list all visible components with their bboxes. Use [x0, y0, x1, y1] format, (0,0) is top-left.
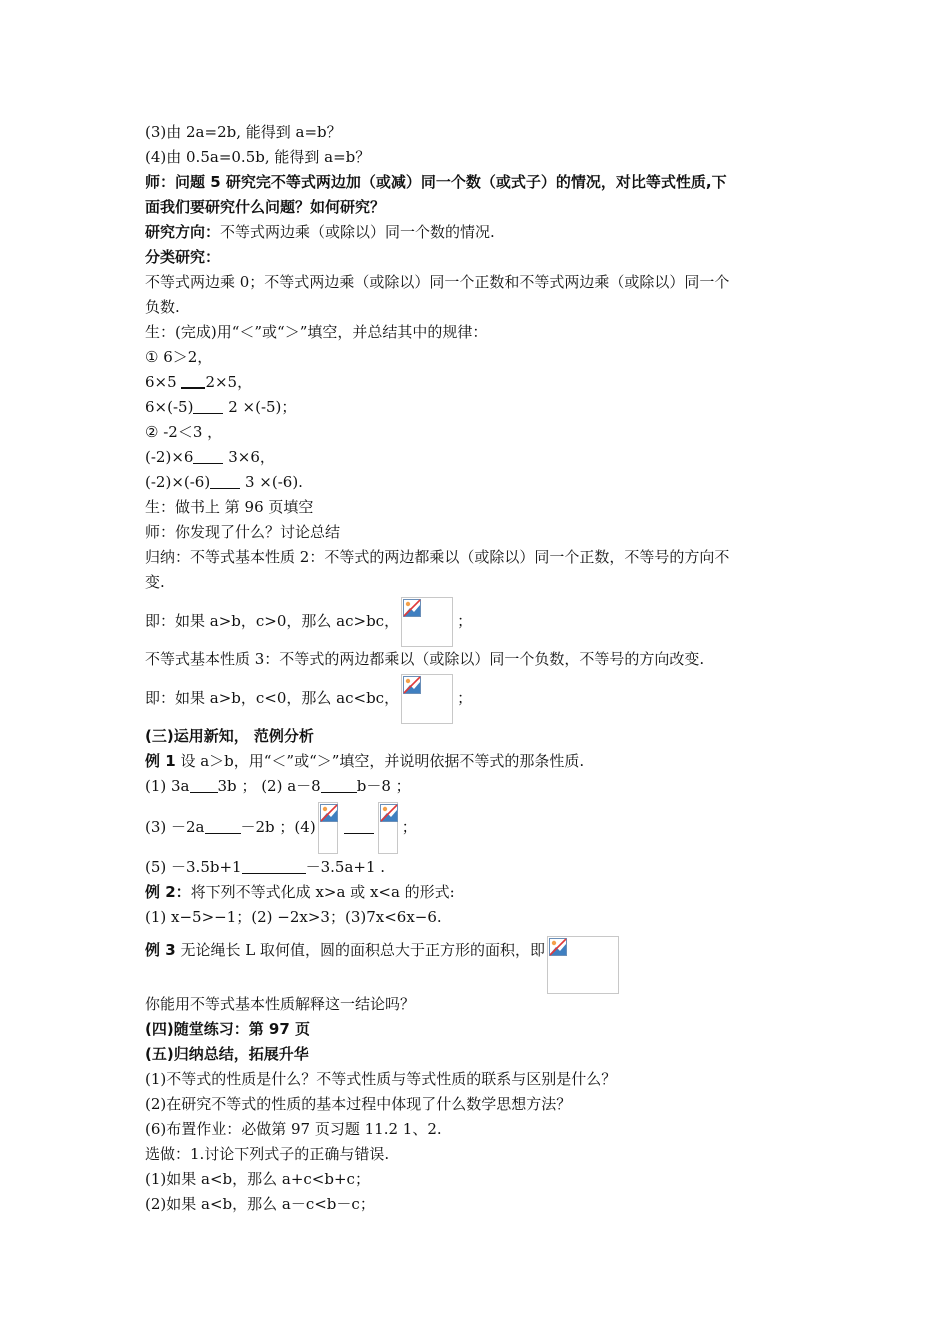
line-text: 面我们要研究什么问题？如何研究？	[145, 198, 386, 216]
text-line	[145, 195, 805, 220]
text-line	[145, 1117, 805, 1142]
text-line	[145, 1192, 805, 1217]
line-text: 3b	[217, 777, 237, 795]
answer-blank	[181, 371, 205, 389]
answer-blank	[321, 776, 357, 793]
text-line	[145, 495, 805, 520]
answer-blank	[242, 857, 306, 874]
text-line	[145, 595, 805, 647]
text-line	[145, 647, 805, 672]
text-line	[145, 774, 805, 799]
line-text: －2b ；(4)	[240, 818, 316, 836]
text-line	[145, 930, 805, 992]
line-text: ；	[457, 612, 473, 630]
line-text: 不等式两边乘（或除以）同一个数的情况.	[220, 223, 495, 241]
line-text: 生：做书上 第 96 页填空	[145, 498, 314, 516]
text-line	[145, 749, 805, 774]
text-line	[145, 1067, 805, 1092]
answer-blank	[193, 397, 223, 414]
line-text: 归纳：不等式基本性质 2：不等式的两边都乘以（或除以）同一个正数，不等号的方向不	[145, 548, 730, 566]
line-text: 6×5	[145, 373, 182, 391]
heading-text: 分类研究：	[145, 248, 221, 266]
text-line	[145, 1017, 805, 1042]
answer-blank	[193, 447, 223, 464]
broken-image-icon	[403, 599, 421, 617]
line-text: 即：如果 a>b，c>0，那么 ac>bc，	[145, 612, 400, 630]
text-line	[145, 672, 805, 724]
formula-image	[401, 674, 453, 724]
line-text: 3 ×(-6).	[240, 473, 303, 491]
line-text: (3) －2a	[145, 818, 205, 836]
line-text: (3)由 2a=2b, 能得到 a=b？	[145, 123, 342, 141]
text-line	[145, 170, 805, 195]
line-text: (1) x−5>−1；(2) −2x>3；(3)7x<6x−6.	[145, 908, 442, 926]
text-line	[145, 1142, 805, 1167]
line-text: 你能用不等式基本性质解释这一结论吗？	[145, 995, 416, 1013]
line-text: 负数.	[145, 298, 180, 316]
text-line	[145, 880, 805, 905]
text-line	[145, 545, 805, 570]
text-line	[145, 295, 805, 320]
broken-image-icon	[380, 804, 398, 822]
text-line	[145, 570, 805, 595]
text-line	[145, 992, 805, 1017]
formula-image	[547, 936, 619, 994]
line-text: ；	[457, 689, 473, 707]
broken-image-icon	[403, 676, 421, 694]
line-text: 不等式两边乘 0；不等式两边乘（或除以）同一个正数和不等式两边乘（或除以）同一个	[145, 273, 730, 291]
broken-image-icon	[549, 938, 567, 956]
line-text: 3×6，	[223, 448, 275, 466]
line-text: (5) －3.5b+1	[145, 858, 242, 876]
line-text: b－8 ；	[356, 777, 411, 795]
heading-text: 例 3	[145, 941, 176, 959]
heading-text: (四)随堂练习：第 97 页	[145, 1020, 311, 1038]
formula-image	[401, 597, 453, 647]
text-line	[145, 370, 805, 395]
heading-text: 例 1	[145, 752, 176, 770]
text-line	[145, 1167, 805, 1192]
text-line	[145, 855, 805, 880]
line-text: ； (2) a－8	[236, 777, 321, 795]
text-line	[145, 799, 805, 855]
text-line	[145, 220, 805, 245]
text-line	[145, 1092, 805, 1117]
answer-blank	[344, 817, 374, 834]
text-line	[145, 270, 805, 295]
line-text: 将下列不等式化成 x>a 或 x<a 的形式:	[190, 883, 455, 901]
text-line	[145, 345, 805, 370]
answer-blank	[190, 776, 218, 793]
line-text: 无论绳长 L 取何值，圆的面积总大于正方形的面积，即	[175, 941, 545, 959]
line-text: (1)如果 a<b，那么 a+c<b+c；	[145, 1170, 370, 1188]
line-text: (-2)×6	[145, 448, 194, 466]
line-text: 2×5，	[205, 373, 253, 391]
heading-text: (五)归纳总结，拓展升华	[145, 1045, 309, 1063]
text-line	[145, 395, 805, 420]
line-text: (6)布置作业：必做第 97 页习题 11.2 1、2.	[145, 1120, 442, 1138]
line-text: 师：你发现了什么？讨论总结	[145, 523, 341, 541]
line-text: (4)由 0.5a=0.5b, 能得到 a=b？	[145, 148, 371, 166]
line-text: 不等式基本性质 3：不等式的两边都乘以（或除以）同一个负数，不等号的方向改变.	[145, 650, 705, 668]
formula-image	[318, 802, 338, 854]
line-text: ① 6＞2，	[145, 348, 213, 366]
line-text: ② -2＜3 ，	[145, 423, 223, 441]
text-line	[145, 420, 805, 445]
line-text: (1)不等式的性质是什么？不等式性质与等式性质的联系与区别是什么？	[145, 1070, 617, 1088]
line-text: 变.	[145, 573, 165, 591]
line-text: ；	[401, 818, 417, 836]
line-text: 设 a＞b，用“＜”或“＞”填空，并说明依据不等式的那条性质.	[175, 752, 585, 770]
line-text: 师：问题 5 研究完不等式两边加（或减）同一个数（或式子）的情况，对比等式性质,下	[145, 173, 727, 191]
formula-image	[378, 802, 398, 854]
text-line	[145, 320, 805, 345]
line-text: 2 ×(-5)；	[223, 398, 297, 416]
text-line	[145, 724, 805, 749]
text-line	[145, 445, 805, 470]
answer-blank	[205, 817, 241, 834]
text-line	[145, 120, 805, 145]
line-text: (2)在研究不等式的性质的基本过程中体现了什么数学思想方法？	[145, 1095, 572, 1113]
line-text: 生：(完成)用“＜”或“＞”填空，并总结其中的规律：	[145, 323, 488, 341]
answer-blank	[210, 472, 240, 489]
text-line	[145, 245, 805, 270]
text-line	[145, 1042, 805, 1067]
heading-text: (三)运用新知， 范例分析	[145, 727, 314, 745]
line-text: (2)如果 a<b，那么 a－c<b－c；	[145, 1195, 375, 1213]
heading-text: 研究方向：	[145, 223, 221, 241]
line-text: (1) 3a	[145, 777, 190, 795]
line-text: －3.5a+1 .	[305, 858, 386, 876]
heading-text: 例 2：	[145, 883, 191, 901]
text-line	[145, 470, 805, 495]
broken-image-icon	[320, 804, 338, 822]
line-text: 6×(-5)	[145, 398, 194, 416]
text-line	[145, 145, 805, 170]
text-line	[145, 520, 805, 545]
line-text: 选做：1.讨论下列式子的正确与错误.	[145, 1145, 390, 1163]
text-line	[145, 905, 805, 930]
document-page	[145, 120, 805, 1217]
line-text: (-2)×(-6)	[145, 473, 211, 491]
line-text: 即：如果 a>b，c<0，那么 ac<bc，	[145, 689, 400, 707]
